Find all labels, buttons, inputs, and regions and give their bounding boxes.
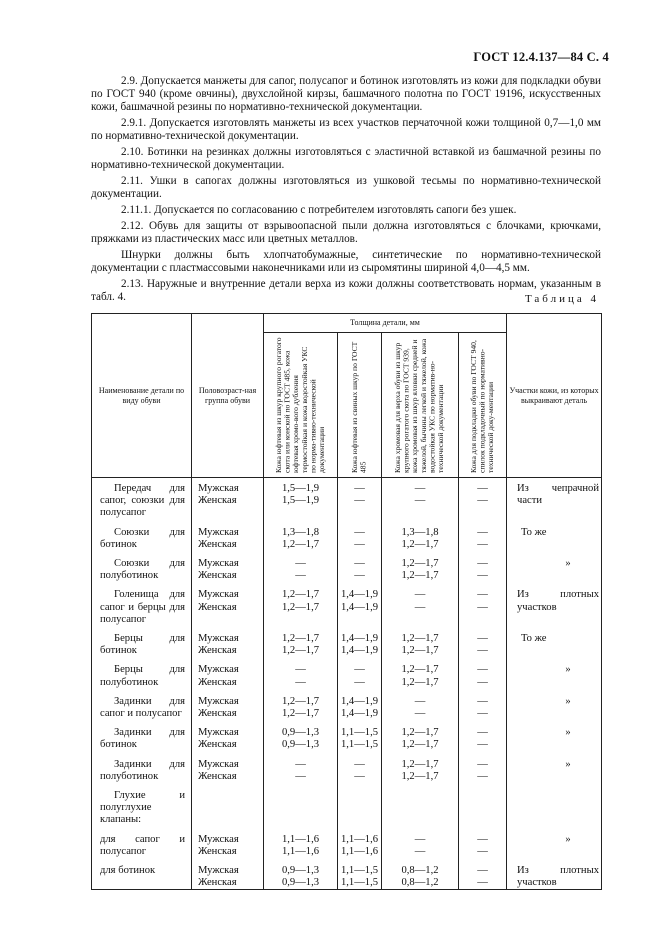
cell-leather-parts <box>507 752 602 783</box>
leather-parts: Из чепрачной части <box>517 483 599 507</box>
part-name: Берцы для ботинок <box>100 633 185 657</box>
cell-c2 <box>338 689 382 720</box>
cell-part-name <box>92 827 192 858</box>
cell-c4 <box>459 752 507 783</box>
cell-value: — <box>295 558 306 570</box>
cell-c1 <box>264 657 338 688</box>
leather-parts: » <box>565 727 571 739</box>
cell-c4 <box>459 520 507 551</box>
cell-value: — <box>354 758 365 770</box>
cell-part-name <box>92 582 192 626</box>
cell-value: — <box>414 589 426 601</box>
paragraph: 2.11. Ушки в сапогах должны изготовляться из ушковой тесьмы по нормативно-технической документации. <box>91 175 601 201</box>
header-sub-chrome: Кожа хромовая для верха обуви из шкур крупного рогатого скота по ГОСТ 939, кожа хромовая из шкур яловки средней и тяжелой, бычины легкой и тяжелой, кожа водостойкая УКС по норматив-но-технической документации <box>382 333 459 478</box>
cell-value: 1,2—1,7 <box>401 770 439 782</box>
cell-value: — <box>477 633 488 645</box>
cell-value: — <box>477 865 488 877</box>
table-row <box>92 478 602 520</box>
cell-leather-parts <box>507 827 602 858</box>
cell-value: 1,1—1,6 <box>281 845 320 857</box>
cell-value: 1,5—1,9 <box>281 495 320 507</box>
leather-parts: То же <box>521 526 547 538</box>
cell-groups <box>192 478 264 520</box>
header-sub-lining: Кожа для подкладки обуви по ГОСТ 940, спилок подкладочный по нормативно-технической доку-ментации <box>459 333 507 478</box>
cell-value: — <box>295 676 306 688</box>
cell-c1 <box>264 720 338 751</box>
cell-value: Мужская <box>198 483 239 494</box>
cell-value: 1,1—1,6 <box>340 845 379 857</box>
cell-value: 1,2—1,7 <box>401 633 439 645</box>
cell-c2 <box>338 478 382 520</box>
cell-part-name <box>92 626 192 657</box>
cell-c1 <box>264 478 338 520</box>
cell-value: 1,1—1,5 <box>340 865 379 877</box>
header-leather-parts: Участки кожи, из которых выкраивают деталь <box>507 314 602 478</box>
cell-c4 <box>459 827 507 858</box>
paragraph: Шнурки должны быть хлопчатобумажные, синтетические по нормативно-технической документации с пластмассовыми наконечниками или из сыромятины шириной 4,0—4,5 мм. <box>91 249 601 275</box>
part-name: Задинки для сапог и полусапог <box>100 695 185 720</box>
cell-value: — <box>477 758 488 770</box>
cell-value: Женская <box>198 601 237 613</box>
cell-value: — <box>295 770 306 782</box>
cell-c3 <box>382 520 459 551</box>
cell-value: — <box>414 495 426 507</box>
cell-value: Мужская <box>198 664 239 676</box>
cell-groups <box>192 720 264 751</box>
cell-value: 1,4—1,9 <box>340 601 379 613</box>
cell-value: — <box>477 739 488 751</box>
cell-value: 1,2—1,7 <box>401 645 439 657</box>
cell-groups <box>192 752 264 783</box>
cell-c4 <box>459 689 507 720</box>
leather-parts: » <box>565 664 571 676</box>
cell-value: 1,2—1,7 <box>281 645 320 657</box>
cell-value: Женская <box>198 877 237 889</box>
cell-c2 <box>338 752 382 783</box>
leather-parts: » <box>565 558 571 570</box>
cell-value: 1,4—1,9 <box>340 708 379 720</box>
leather-parts: » <box>565 833 571 845</box>
header-part-name: Наименование детали по виду обуви <box>92 314 192 478</box>
cell-value: Женская <box>198 538 237 550</box>
cell-value: — <box>477 558 488 570</box>
cell-c1 <box>264 858 338 890</box>
cell-part-name <box>92 858 192 890</box>
part-name: Передач для сапог, союзки для полусапог <box>100 483 185 519</box>
cell-groups <box>192 626 264 657</box>
cell-value: Мужская <box>198 833 239 845</box>
header-sub-yuft-cattle: Кожа юфтевая из шкур крупного рогатого скота или конской по ГОСТ 485, кожа юфтевая хромо-вого дубления термостойкая и кожа водостойкая УКС по норма-тивно-технической документации <box>264 333 338 478</box>
cell-value: — <box>414 833 426 845</box>
cell-groups <box>192 858 264 890</box>
cell-value: — <box>477 676 488 688</box>
cell-part-name <box>92 657 192 688</box>
cell-c3 <box>382 858 459 890</box>
cell-value: 1,2—1,7 <box>401 570 439 582</box>
cell-value: — <box>414 845 426 857</box>
cell-c1 <box>264 551 338 582</box>
cell-value: — <box>477 589 488 601</box>
cell-value: 1,2—1,7 <box>281 695 320 707</box>
cell-c4 <box>459 720 507 751</box>
table-row <box>92 858 602 890</box>
cell-part-name <box>92 551 192 582</box>
cell-value: 1,2—1,7 <box>281 633 320 645</box>
cell-c1 <box>264 626 338 657</box>
cell-leather-parts <box>507 720 602 751</box>
part-name: Союзки для ботинок <box>100 526 185 550</box>
cell-value: — <box>477 833 488 845</box>
cell-value: — <box>477 526 488 538</box>
cell-value: — <box>354 770 365 782</box>
cell-value: Мужская <box>198 865 239 877</box>
cell-value: — <box>477 708 488 720</box>
cell-value: 1,2—1,7 <box>401 676 439 688</box>
cell-value: — <box>477 495 488 507</box>
cell-value: Мужская <box>198 695 239 707</box>
cell-groups <box>192 582 264 626</box>
cell-c3 <box>382 582 459 626</box>
cell-leather-parts <box>507 478 602 520</box>
cell-c3 <box>382 783 459 827</box>
cell-c1 <box>264 689 338 720</box>
cell-value: 1,2—1,7 <box>401 739 439 751</box>
cell-c3 <box>382 827 459 858</box>
cell-value: — <box>414 708 426 720</box>
part-name: Задинки для ботинок <box>100 727 185 751</box>
part-name: Глухие и полуглухие клапаны: <box>100 790 185 826</box>
body-text <box>91 75 601 307</box>
cell-part-name <box>92 478 192 520</box>
cell-c2 <box>338 657 382 688</box>
cell-c4 <box>459 657 507 688</box>
cell-value: 0,8—1,2 <box>401 877 439 889</box>
cell-value: 1,1—1,6 <box>281 833 320 845</box>
leather-parts: » <box>565 758 571 770</box>
cell-value: — <box>414 483 426 494</box>
cell-value: 1,3—1,8 <box>281 526 320 538</box>
cell-c4 <box>459 783 507 827</box>
cell-groups <box>192 689 264 720</box>
cell-value: — <box>354 664 365 676</box>
cell-c3 <box>382 478 459 520</box>
cell-value: 1,5—1,9 <box>281 483 320 494</box>
cell-value: Женская <box>198 708 237 720</box>
cell-c3 <box>382 720 459 751</box>
cell-value: 1,2—1,7 <box>281 538 320 550</box>
cell-value: 1,2—1,7 <box>401 758 439 770</box>
cell-c1 <box>264 752 338 783</box>
cell-value: — <box>414 601 426 613</box>
cell-value: 0,9—1,3 <box>281 865 320 877</box>
cell-groups <box>192 783 264 827</box>
cell-c2 <box>338 858 382 890</box>
cell-value: Мужская <box>198 633 239 645</box>
cell-c3 <box>382 626 459 657</box>
cell-leather-parts <box>507 657 602 688</box>
cell-part-name <box>92 720 192 751</box>
part-name: Голенища для сапог и берцы для полусапог <box>100 589 185 625</box>
page-header: ГОСТ 12.4.137—84 С. 4 <box>473 50 609 64</box>
cell-value: — <box>477 845 488 857</box>
cell-c3 <box>382 752 459 783</box>
cell-value: 0,9—1,3 <box>281 739 320 751</box>
cell-value: Женская <box>198 645 237 657</box>
leather-parts: » <box>565 695 571 707</box>
cell-value: — <box>477 483 488 494</box>
cell-value: — <box>354 526 365 538</box>
table-caption: Таблица 4 <box>524 293 599 305</box>
cell-c3 <box>382 551 459 582</box>
cell-value: — <box>477 664 488 676</box>
header-age-group: Половозраст-ная группа обуви <box>192 314 264 478</box>
cell-groups <box>192 551 264 582</box>
table-row <box>92 689 602 720</box>
cell-c4 <box>459 582 507 626</box>
table-row <box>92 720 602 751</box>
cell-value: — <box>477 645 488 657</box>
cell-value: 1,2—1,7 <box>401 538 439 550</box>
cell-c1 <box>264 520 338 551</box>
paragraph: 2.10. Ботинки на резинках должны изготовляться с эластичной вставкой из башмачной резины по нормативно-технической документации. <box>91 146 601 172</box>
cell-value: 1,1—1,6 <box>340 833 379 845</box>
cell-part-name <box>92 752 192 783</box>
cell-c4 <box>459 551 507 582</box>
cell-value: — <box>477 601 488 613</box>
cell-value: — <box>477 570 488 582</box>
cell-c2 <box>338 827 382 858</box>
leather-parts: Из плотных участков <box>517 865 599 889</box>
cell-groups <box>192 827 264 858</box>
cell-value: 1,2—1,7 <box>401 558 439 570</box>
table-row <box>92 827 602 858</box>
cell-c3 <box>382 657 459 688</box>
paragraph: 2.13. Наружные и внутренние детали верха из кожи должны соответствовать нормам, указанным в табл. 4. <box>91 278 601 304</box>
cell-leather-parts <box>507 520 602 551</box>
thickness-table <box>91 313 602 890</box>
cell-value: Мужская <box>198 558 239 570</box>
cell-value: Женская <box>198 570 237 582</box>
leather-parts: То же <box>521 633 547 645</box>
cell-part-name <box>92 783 192 827</box>
cell-value: — <box>354 538 365 550</box>
cell-value: — <box>354 676 365 688</box>
part-name: Берцы для полуботинок <box>100 664 185 688</box>
part-name: Задинки для полуботинок <box>100 758 185 782</box>
cell-leather-parts <box>507 689 602 720</box>
cell-c1 <box>264 582 338 626</box>
cell-value: 1,4—1,9 <box>340 589 379 601</box>
header-sub-yuft-pig: Кожа юфтевая из свиных шкур по ГОСТ 485 <box>338 333 382 478</box>
cell-c2 <box>338 783 382 827</box>
part-name: Союзки для полуботинок <box>100 558 185 582</box>
part-name: для сапог и полусапог <box>100 833 185 857</box>
cell-c2 <box>338 582 382 626</box>
cell-value: — <box>295 758 306 770</box>
cell-value: Женская <box>198 770 237 782</box>
table-row <box>92 520 602 551</box>
cell-value: Женская <box>198 845 237 857</box>
cell-value: 1,2—1,7 <box>401 727 439 739</box>
cell-c1 <box>264 783 338 827</box>
cell-value: 0,9—1,3 <box>281 877 320 889</box>
cell-value: Мужская <box>198 727 239 739</box>
part-name: для ботинок <box>100 865 156 877</box>
cell-value: Мужская <box>198 589 239 601</box>
cell-c2 <box>338 626 382 657</box>
cell-value: Женская <box>198 676 237 688</box>
paragraph: 2.11.1. Допускается по согласованию с потребителем изготовлять сапоги без ушек. <box>121 204 517 217</box>
cell-value: — <box>477 538 488 550</box>
cell-leather-parts <box>507 551 602 582</box>
cell-part-name <box>92 520 192 551</box>
cell-value: Мужская <box>198 526 239 538</box>
cell-value: — <box>354 495 365 507</box>
cell-value: 1,2—1,7 <box>281 601 320 613</box>
cell-value: — <box>295 664 306 676</box>
cell-leather-parts <box>507 626 602 657</box>
cell-value: — <box>477 727 488 739</box>
cell-c2 <box>338 520 382 551</box>
cell-value: 0,9—1,3 <box>281 727 320 739</box>
cell-value: — <box>414 695 426 707</box>
cell-value: — <box>477 877 488 889</box>
cell-c3 <box>382 689 459 720</box>
cell-value: — <box>354 558 365 570</box>
paragraph: 2.12. Обувь для защиты от взрывоопасной пыли должна изготовляться с блочками, крючками, пряжками из пластических масс или цветных металлов. <box>91 220 601 246</box>
cell-c4 <box>459 478 507 520</box>
paragraph: 2.9.1. Допускается изготовлять манжеты из всех участков перчаточной кожи толщиной 0,7—1,0 мм по нормативно-технической документации. <box>91 117 601 143</box>
cell-value: — <box>354 483 365 494</box>
cell-c4 <box>459 858 507 890</box>
cell-value: 1,2—1,7 <box>281 589 320 601</box>
paragraph: 2.9. Допускается манжеты для сапог, полусапог и ботинок изготовлять из кожи для подкладки обуви по ГОСТ 940 (кроме овчины), двухслойной кирзы, башмачного полотна по ГОСТ 19196, искусственных кожи, башмачной резины по нормативно-технической документации. <box>91 75 601 114</box>
table-row <box>92 626 602 657</box>
cell-value: 1,3—1,8 <box>401 526 439 538</box>
cell-value: 1,4—1,9 <box>340 633 379 645</box>
table-row <box>92 752 602 783</box>
cell-value: 1,1—1,5 <box>340 739 379 751</box>
cell-value: — <box>295 570 306 582</box>
leather-parts: Из плотных участков <box>517 589 599 613</box>
cell-value: Мужская <box>198 758 239 770</box>
table-row <box>92 783 602 827</box>
cell-value: 1,4—1,9 <box>340 645 379 657</box>
cell-value: Женская <box>198 495 237 507</box>
cell-part-name <box>92 689 192 720</box>
table-row <box>92 582 602 626</box>
cell-groups <box>192 657 264 688</box>
cell-value: 0,8—1,2 <box>401 865 439 877</box>
cell-value: — <box>354 570 365 582</box>
table-row <box>92 657 602 688</box>
cell-value: — <box>477 695 488 707</box>
cell-c4 <box>459 626 507 657</box>
table-body <box>92 478 602 890</box>
cell-c1 <box>264 827 338 858</box>
cell-c2 <box>338 720 382 751</box>
cell-value: 1,4—1,9 <box>340 695 379 707</box>
cell-value: Женская <box>198 739 237 751</box>
cell-value: 1,1—1,5 <box>340 727 379 739</box>
cell-value: 1,1—1,5 <box>340 877 379 889</box>
cell-leather-parts <box>507 783 602 827</box>
cell-c2 <box>338 551 382 582</box>
cell-value: 1,2—1,7 <box>281 708 320 720</box>
cell-value: 1,2—1,7 <box>401 664 439 676</box>
cell-value: — <box>477 770 488 782</box>
cell-groups <box>192 520 264 551</box>
cell-leather-parts <box>507 858 602 890</box>
table-row <box>92 551 602 582</box>
cell-leather-parts <box>507 582 602 626</box>
header-thickness: Толщина детали, мм <box>264 314 507 333</box>
